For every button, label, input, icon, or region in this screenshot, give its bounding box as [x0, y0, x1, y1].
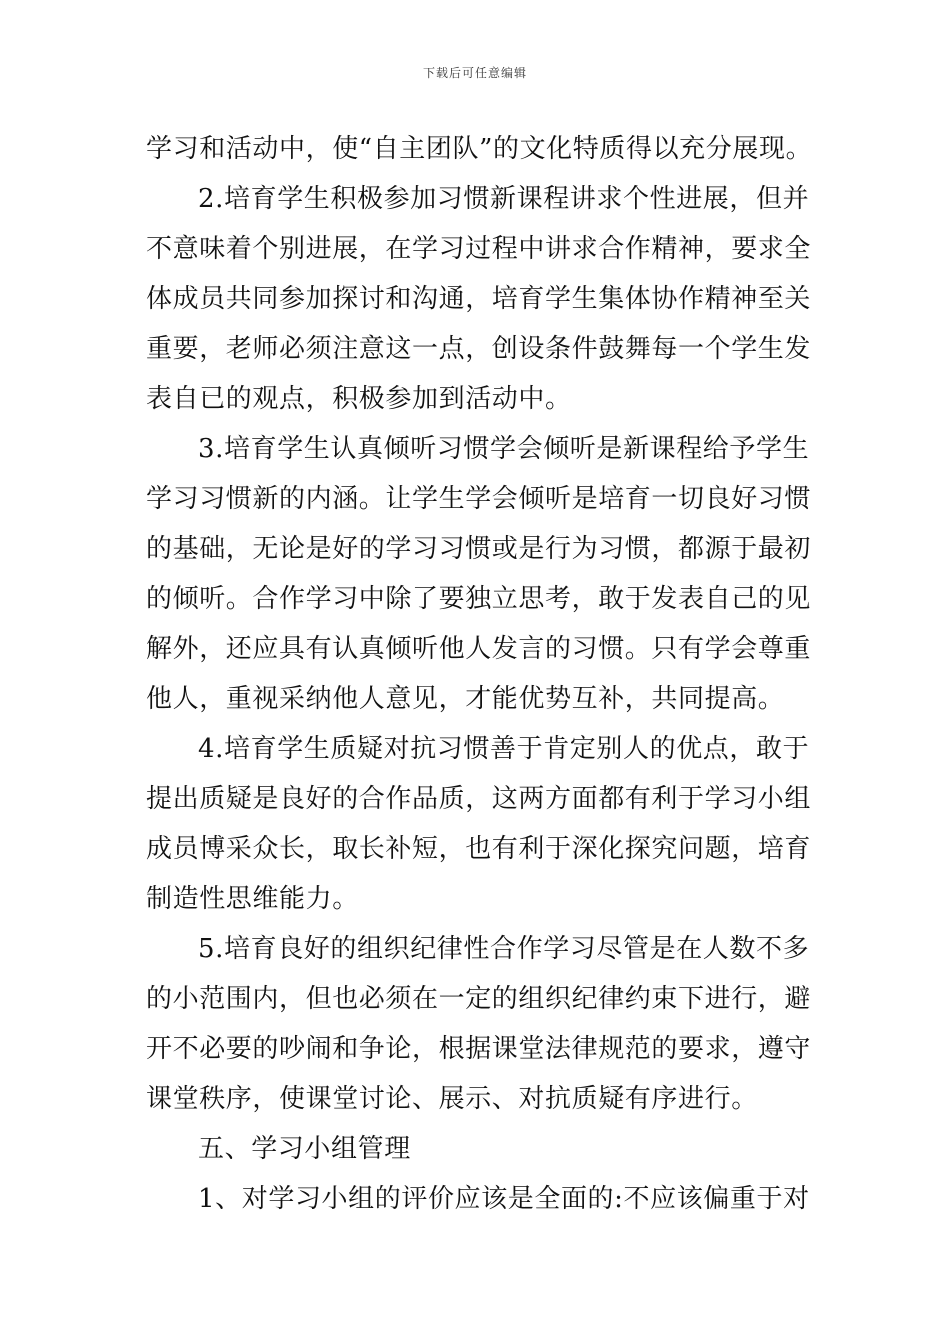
text-line: 制造性思维能力。 [146, 884, 359, 914]
text-line: 开不必要的吵闹和争论，根据课堂法律规范的要求，遵守 [146, 1034, 812, 1064]
text-line: 解外，还应具有认真倾听他人发言的习惯。只有学会尊重 [146, 634, 812, 664]
text-line: 的基础，无论是好的学习习惯或是行为习惯，都源于最初 [146, 534, 812, 564]
text-line: 的小范围内，但也必须在一定的组织纪律约束下进行，避 [146, 984, 812, 1014]
paragraph-line: 5.培育良好的组织纪律性合作学习尽管是在人数不多 [198, 934, 810, 964]
paragraph-line: 1、对学习小组的评价应该是全面的:不应该偏重于对 [198, 1184, 810, 1214]
paragraph-line: 2.培育学生积极参加习惯新课程讲求个性进展，但并 [198, 184, 810, 214]
section-heading: 五、学习小组管理 [198, 1134, 411, 1164]
document-body [146, 124, 813, 1224]
text-line: 他人，重视采纳他人意见，才能优势互补，共同提高。 [146, 684, 785, 714]
text-line: 课堂秩序，使课堂讨论、展示、对抗质疑有序进行。 [146, 1084, 758, 1114]
paragraph-line: 3.培育学生认真倾听习惯学会倾听是新课程给予学生 [198, 434, 810, 464]
text-line: 重要，老师必须注意这一点，创设条件鼓舞每一个学生发 [146, 334, 812, 364]
text-line: 提出质疑是良好的合作品质，这两方面都有利于学习小组 [146, 784, 812, 814]
text-line: 表自已的观点，积极参加到活动中。 [146, 384, 572, 414]
page-header: 下载后可任意编辑 [422, 66, 527, 80]
text-line: 不意味着个别进展，在学习过程中讲求合作精神，要求全 [146, 234, 812, 264]
text-line: 学习和活动中，使“自主团队”的文化特质得以充分展现。 [146, 134, 813, 164]
text-line: 学习习惯新的内涵。让学生学会倾听是培育一切良好习惯 [146, 484, 812, 514]
paragraph-line: 4.培育学生质疑对抗习惯善于肯定别人的优点，敢于 [198, 734, 810, 764]
text-line: 体成员共同参加探讨和沟通，培育学生集体协作精神至关 [146, 284, 812, 314]
text-line: 成员博采众长，取长补短，也有利于深化探究问题，培育 [146, 834, 812, 864]
text-line: 的倾听。合作学习中除了要独立思考，敢于发表自己的见 [146, 584, 812, 614]
